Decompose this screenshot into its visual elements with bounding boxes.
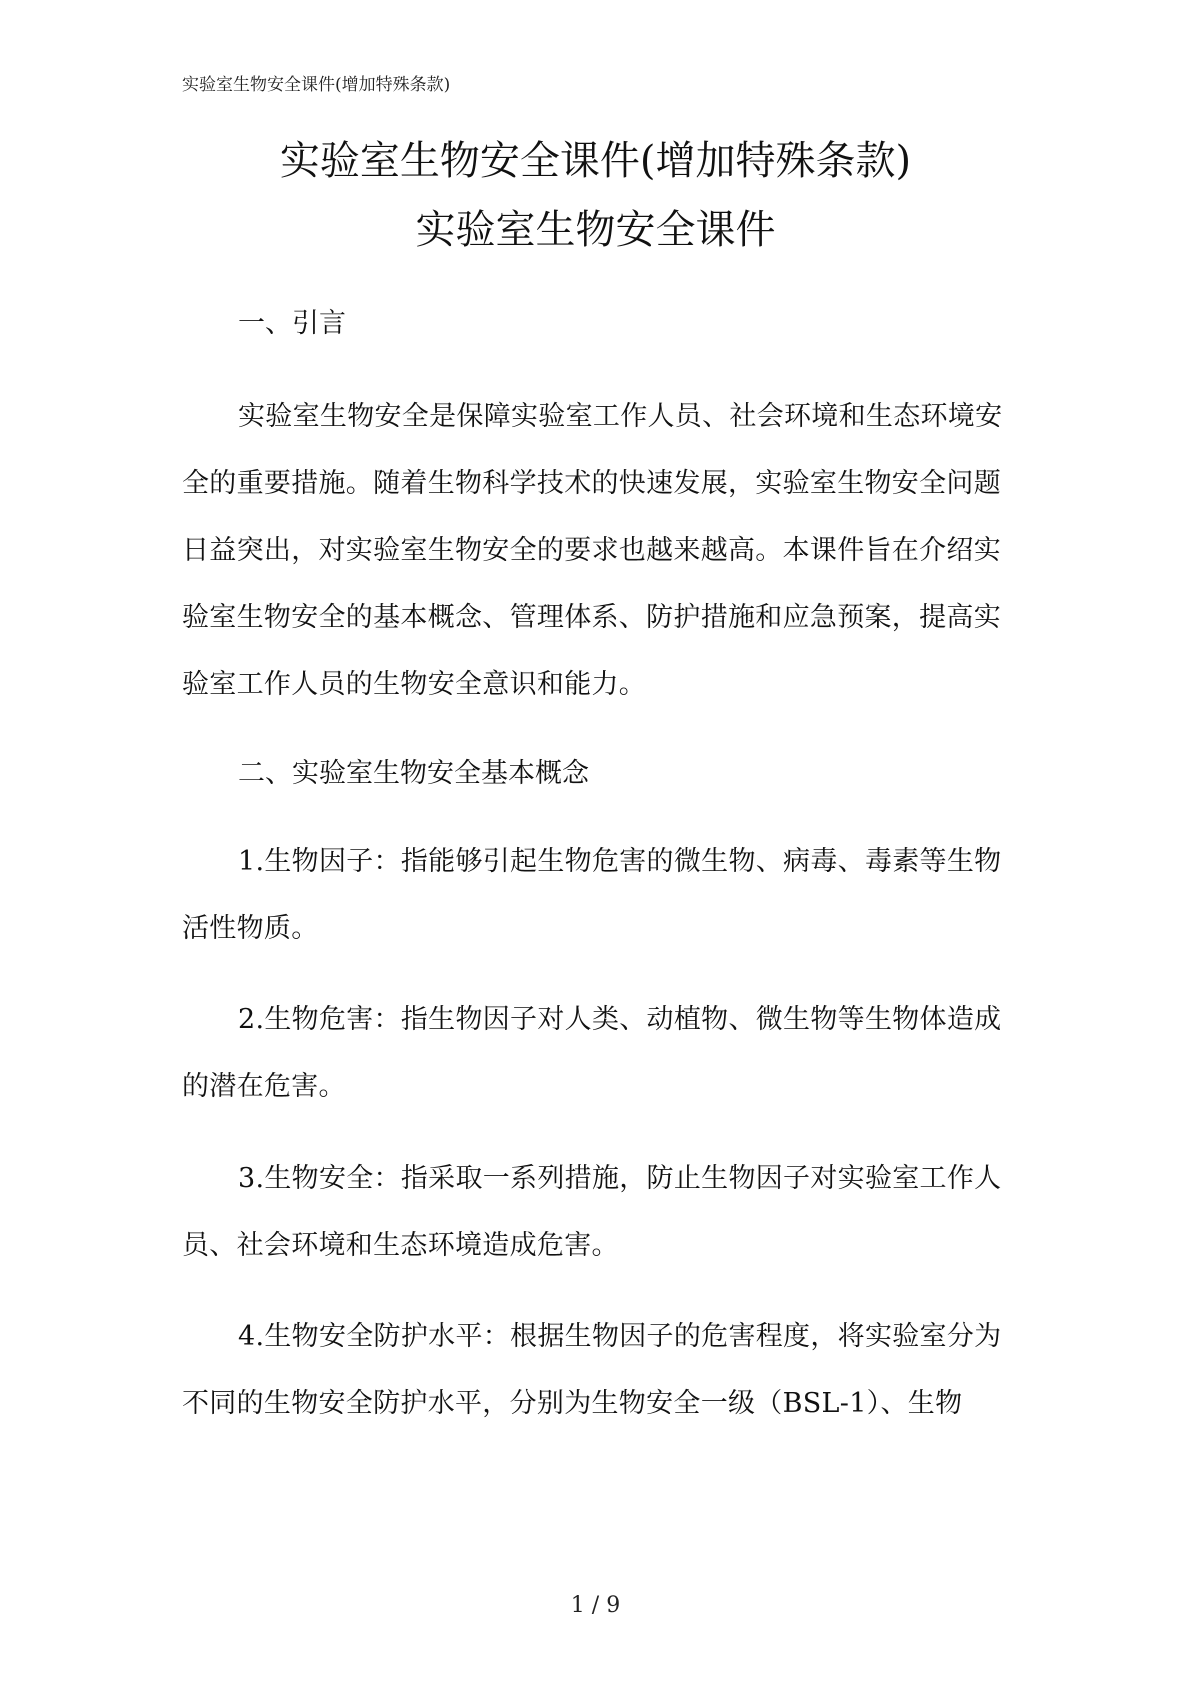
section-heading-basic-concepts: 二、实验室生物安全基本概念	[238, 758, 589, 789]
page-number: 1 / 9	[570, 1593, 621, 1618]
paragraph-biosafety-level: 4.生物安全防护水平：根据生物因子的危害程度，将实验室分为不同的生物安全防护水平，分别为生物安全一级（BSL-1）、生物	[182, 1321, 1002, 1419]
running-header: 实验室生物安全课件(增加特殊条款)	[182, 75, 451, 95]
document-subtitle: 实验室生物安全课件	[415, 207, 776, 253]
section-heading-introduction: 一、引言	[238, 308, 346, 339]
paragraph-biosafety: 3.生物安全：指采取一系列措施，防止生物因子对实验室工作人员、社会环境和生态环境造成危害。	[182, 1163, 1002, 1261]
document-title: 实验室生物安全课件(增加特殊条款)	[279, 138, 912, 184]
paragraph-introduction: 实验室生物安全是保障实验室工作人员、社会环境和生态环境安全的重要措施。随着生物科学技术的快速发展，实验室生物安全问题日益突出，对实验室生物安全的要求也越来越高。本课件旨在介绍实验室生物安全的基本概念、管理体系、防护措施和应急预案，提高实验室工作人员的生物安全意识和能力。	[182, 401, 1003, 700]
paragraph-biological-agent: 1.生物因子：指能够引起生物危害的微生物、病毒、毒素等生物活性物质。	[182, 846, 1002, 944]
paragraph-biological-hazard: 2.生物危害：指生物因子对人类、动植物、微生物等生物体造成的潜在危害。	[182, 1004, 1002, 1102]
